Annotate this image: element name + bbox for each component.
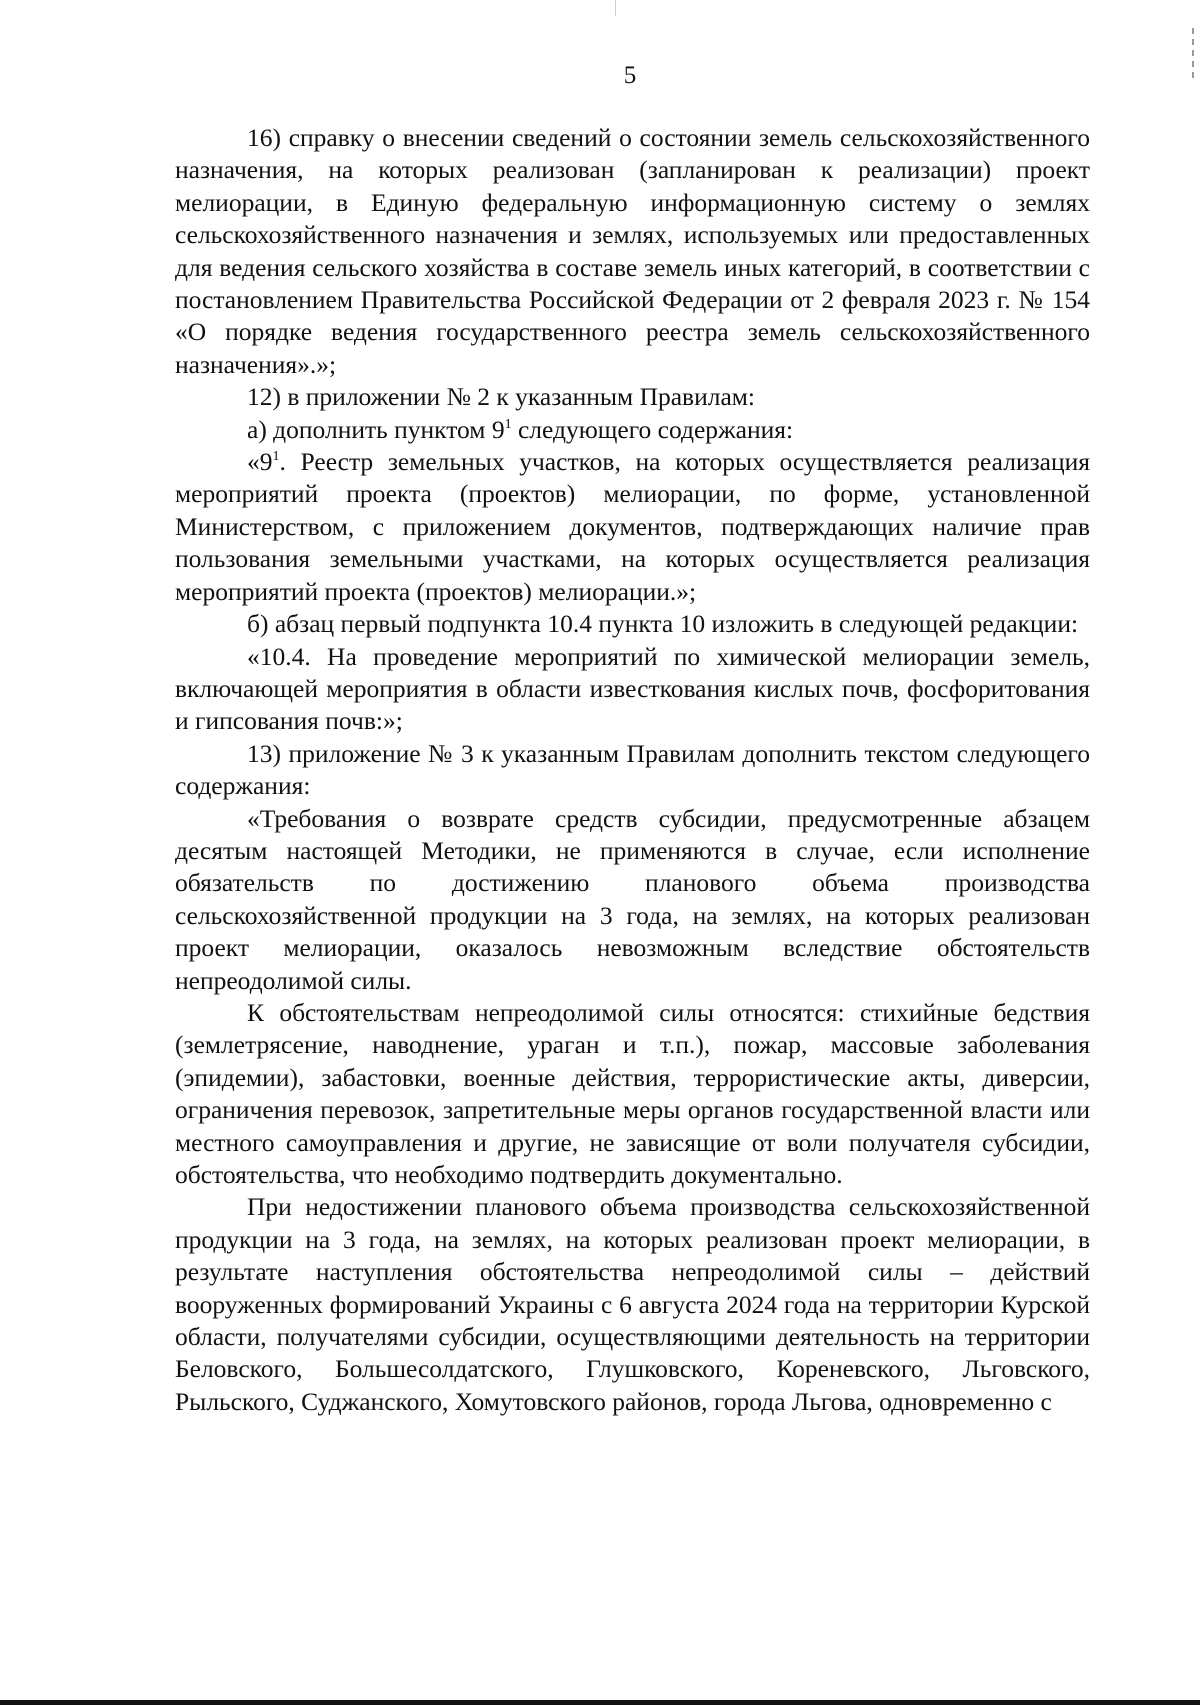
superscript: 1 bbox=[504, 416, 512, 432]
paragraph-item-12: 12) в приложении № 2 к указанным Правилам: bbox=[247, 382, 756, 412]
paragraph-subitem-a bbox=[175, 414, 1090, 446]
paragraph-quote-10-4: «10.4. На проведение мероприятий по химической мелиорации земель, включающей мероприятия в области известкования кислых почв, фосфоритования и гипсования почв:»; bbox=[175, 641, 1090, 736]
bottom-edge bbox=[0, 1700, 1200, 1705]
paragraph-item-16: 16) справку о внесении сведений о состоянии земель сельскохозяйственного назначения, на которых реализован (запланирован к реализации) проект мелиорации, в Единую федеральную информационную систему о землях сельскохозяйственного назначения и землях, используемых или предоставленных для ведения сельского хозяйства в составе земель иных категорий, в соответствии с постановлением Правительства Российской Федерации от 2 февраля 2023 г. № 154 «О порядке ведения государственного реестра земель сельскохозяйственного назначения».»; bbox=[175, 123, 1090, 379]
paragraph-force-majeure: К обстоятельствам непреодолимой силы относятся: стихийные бедствия (землетрясение, наводнение, ураган и т.п.), пожар, массовые заболевания (эпидемии), забастовки, военные действия, террористические акты, диверсии, ограничения перевозок, запретительные меры органов государственной власти или местного самоуправления и другие, не зависящие от воли получателя субсидии, обстоятельства, что необходимо подтвердить документально. bbox=[175, 997, 1090, 1189]
scan-mark bbox=[615, 0, 616, 16]
paragraph-non-achievement: При недостижении планового объема производства сельскохозяйственной продукции на 3 года, на землях, на которых реализован проект мелиорации, в результате наступления обстоятельства непреодолимой силы – действий вооруженных формирований Украины с 6 августа 2024 года на территории Курской области, получателями субсидии, осуществляющими деятельность на территории Беловского, Большесолдатского, Глушковского, Кореневского, Льговского, Рыльского, Суджанского, Хомутовского районов, города Льгова, одновременно с bbox=[175, 1192, 1090, 1416]
paragraph-text: следующего содержания: bbox=[511, 414, 794, 444]
paragraph-text: а) дополнить пунктом 9 bbox=[247, 414, 505, 444]
paragraph-quote-9-1 bbox=[175, 446, 1090, 608]
paragraph-text: «9 bbox=[247, 447, 273, 477]
paragraph-requirements: «Требования о возврате средств субсидии, предусмотренные абзацем десятым настоящей Методики, не применяются в случае, если исполнение обязательств по достижению планового объема производства сельскохозяйственной продукции на 3 года, на землях, на которых реализован проект мелиорации, оказалось невозможным вследствие обстоятельств непреодолимой силы. bbox=[175, 803, 1090, 995]
superscript: 1 bbox=[272, 449, 280, 465]
paragraph-text: . Реестр земельных участков, на которых осуществляется реализация мероприятий проекта (проектов) мелиорации, по форме, установленной Министерством, с приложением документов, подтверждающих наличие прав пользования земельными участками, на которых осуществляется реализация мероприятий проекта (проектов) мелиорации.»; bbox=[175, 447, 1090, 606]
paragraph-subitem-b: б) абзац первый подпункта 10.4 пункта 10 изложить в следующей редакции: bbox=[247, 609, 1079, 639]
page-number: 5 bbox=[623, 62, 637, 89]
document-body bbox=[175, 122, 1090, 1418]
paragraph-item-13: 13) приложение № 3 к указанным Правилам дополнить текстом следующего содержания: bbox=[175, 738, 1090, 801]
